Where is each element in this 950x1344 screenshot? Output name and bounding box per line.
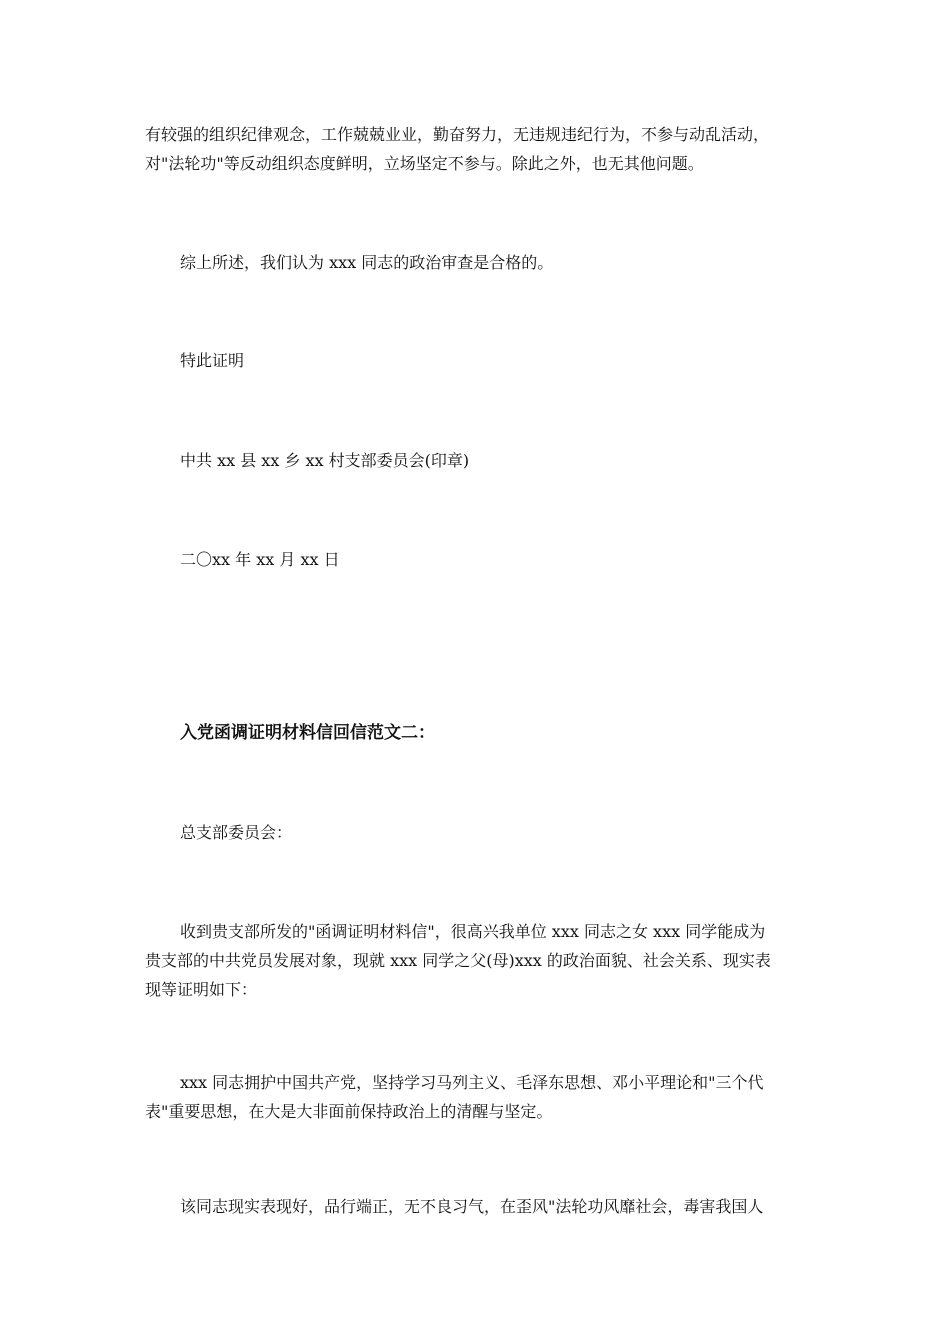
certify-text: 特此证明: [180, 351, 245, 370]
paragraph-line: 表"重要思想，在大是大非面前保持政治上的清醒与坚定。: [145, 1102, 553, 1121]
date-text: 二〇xx 年 xx 月 xx 日: [180, 550, 340, 569]
paragraph-line: 收到贵支部所发的"函调证明材料信"，很高兴我单位 xxx 同志之女 xxx 同学能成为: [180, 922, 766, 941]
paragraph-line: xxx 同志拥护中国共产党，坚持学习马列主义、毛泽东思想、邓小平理论和"三个代: [180, 1073, 764, 1092]
salutation-text: 总支部委员会：: [180, 823, 293, 842]
signature-text: 中共 xx 县 xx 乡 xx 村支部委员会(印章): [180, 451, 470, 470]
conclusion-text: 综上所述，我们认为 xxx 同志的政治审查是合格的。: [180, 253, 554, 272]
section-title: 入党函调证明材料信回信范文二：: [180, 723, 435, 743]
paragraph-line: 对"法轮功"等反动组织态度鲜明，立场坚定不参与。除此之外，也无其他问题。: [145, 154, 704, 173]
paragraph-line: 有较强的组织纪律观念，工作兢兢业业，勤奋努力，无违规违纪行为，不参与动乱活动，: [145, 125, 770, 144]
paragraph-line: 现等证明如下：: [145, 980, 258, 999]
paragraph-line: 贵支部的中共党员发展对象，现就 xxx 同学之父(母)xxx 的政治面貌、社会关系、现实表: [145, 951, 771, 970]
paragraph-line: 该同志现实表现好，品行端正，无不良习气，在歪风"法轮功风靡社会，毒害我国人: [180, 1197, 764, 1216]
